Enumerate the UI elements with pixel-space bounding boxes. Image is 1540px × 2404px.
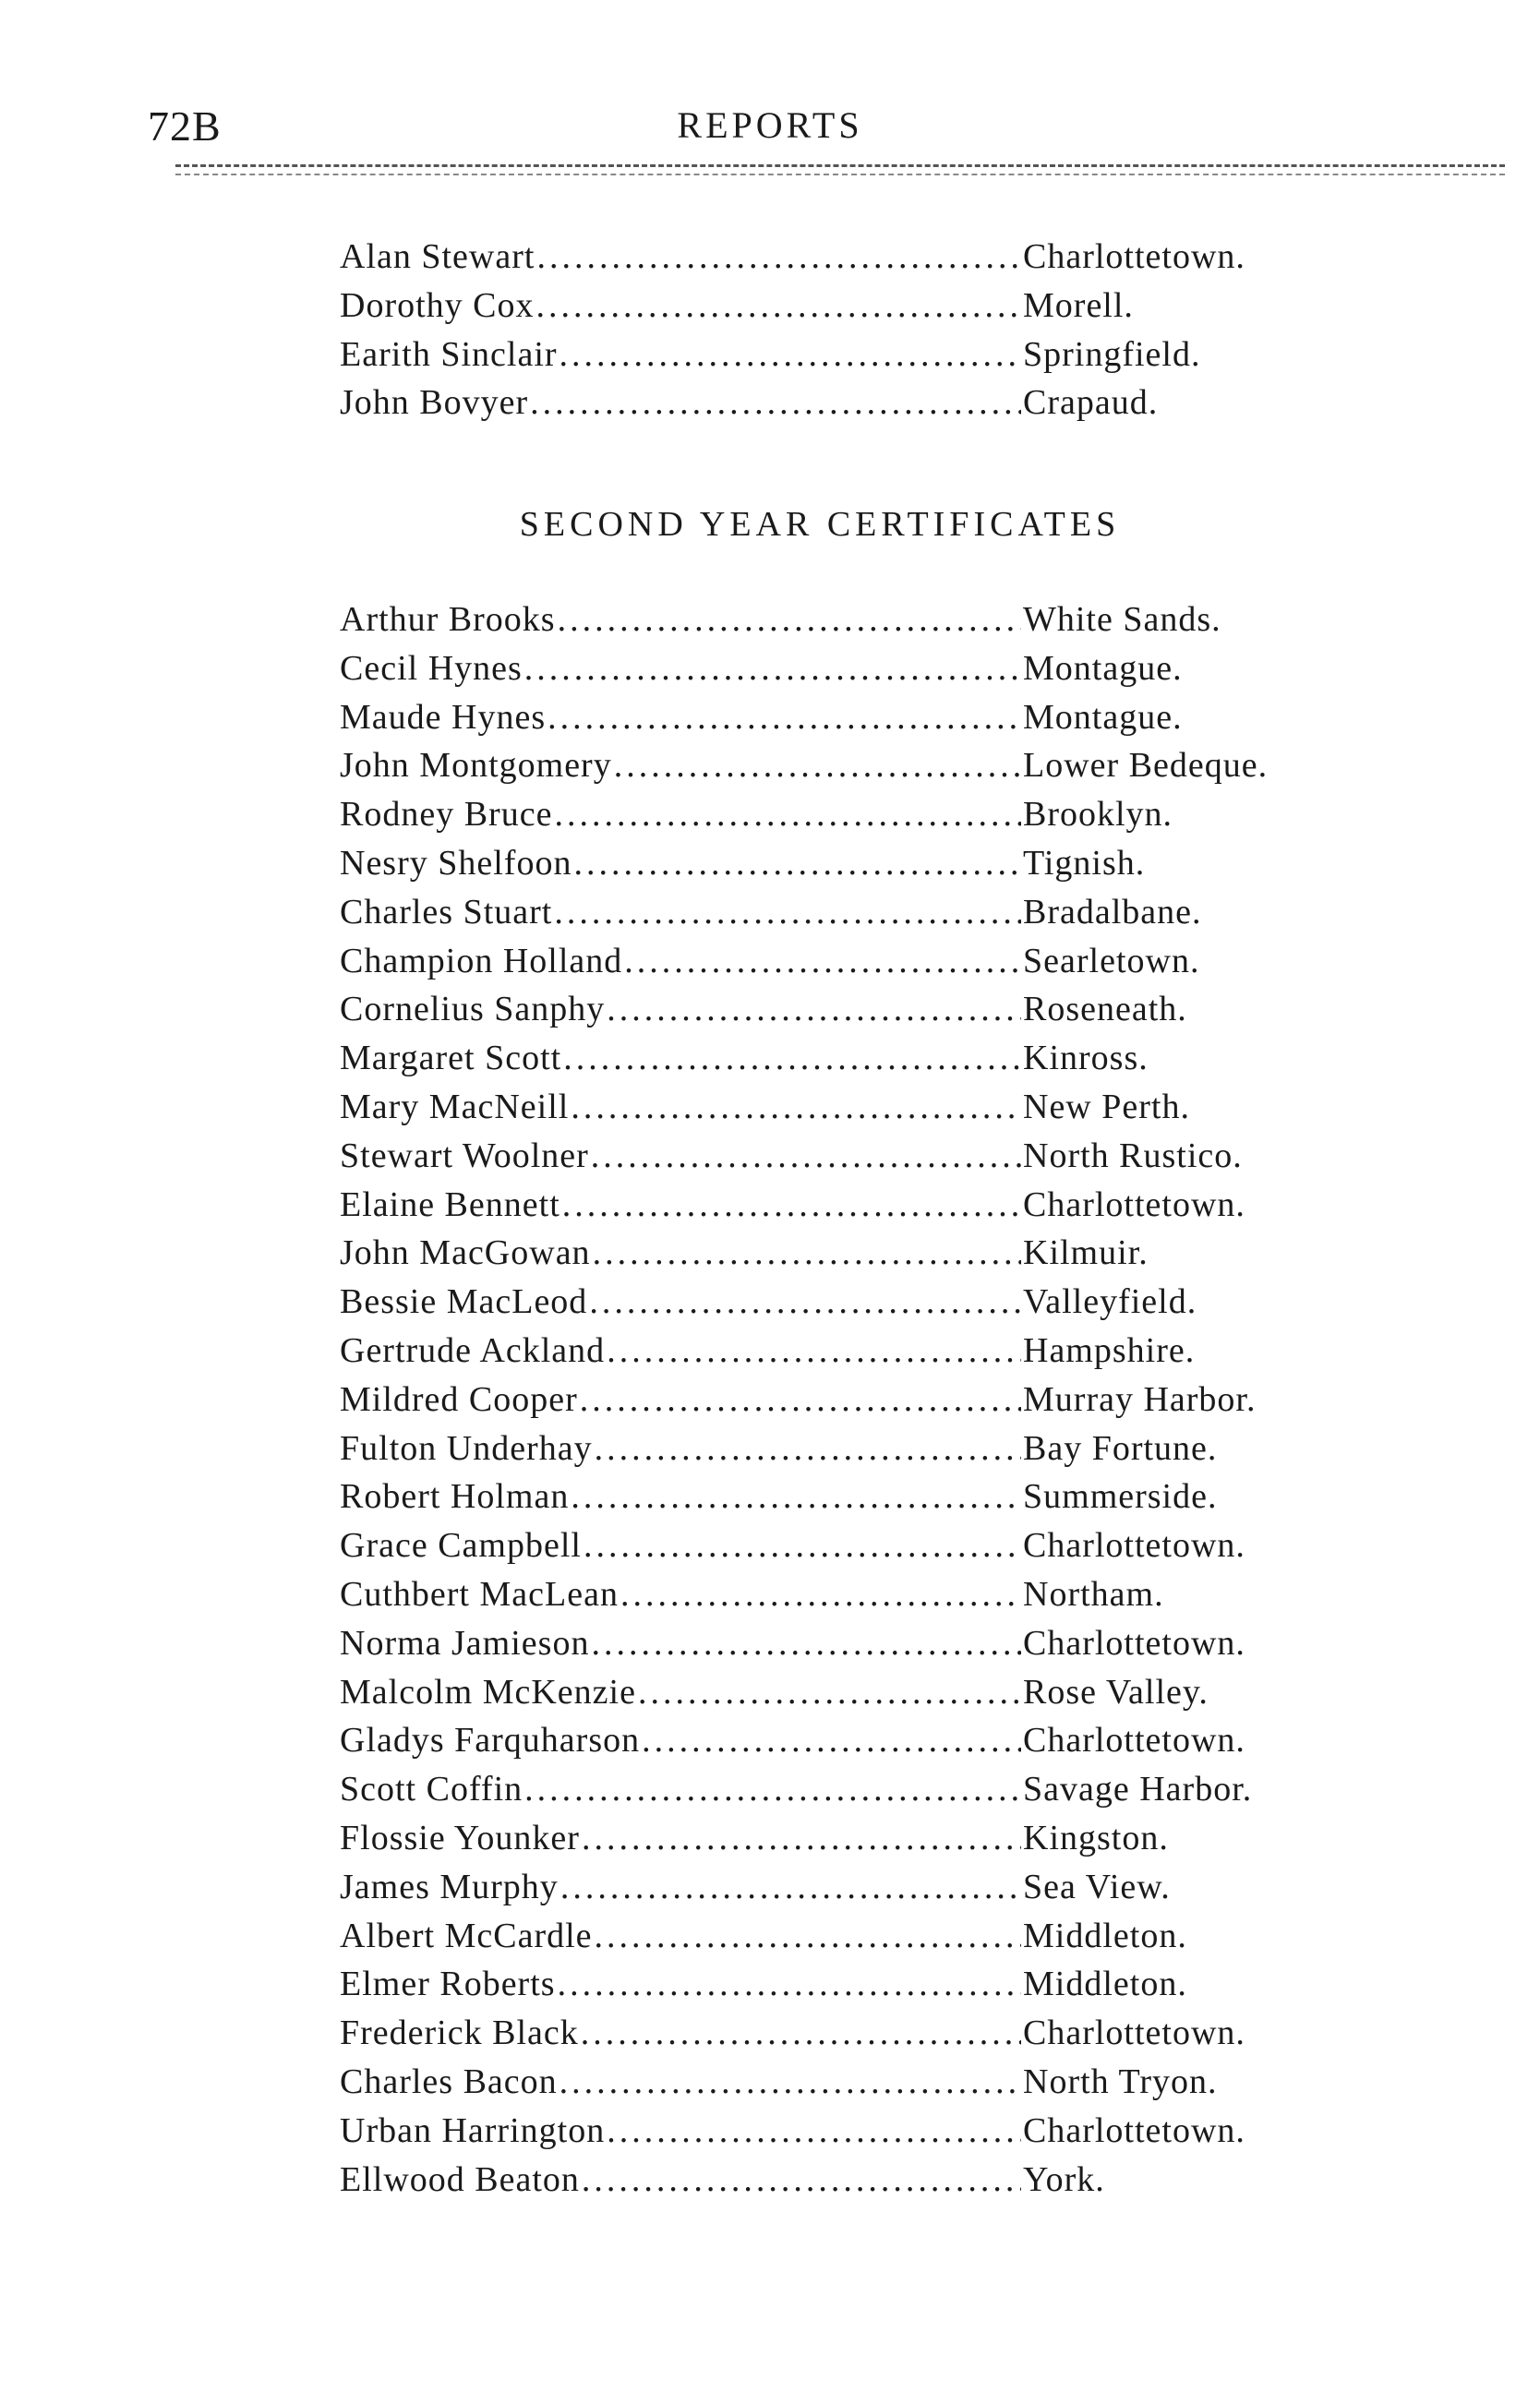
entry-place: Charlottetown. bbox=[1023, 2110, 1245, 2150]
list-item bbox=[340, 1330, 1300, 1379]
list-item bbox=[340, 843, 1300, 892]
entry-place: Hampshire. bbox=[1023, 1330, 1196, 1370]
dot-leader bbox=[559, 2061, 1021, 2102]
running-head: REPORTS bbox=[677, 104, 863, 146]
dot-leader bbox=[581, 2013, 1021, 2053]
dot-leader bbox=[624, 941, 1021, 981]
header-rule-secondary bbox=[175, 174, 1505, 175]
dot-leader bbox=[562, 1184, 1021, 1225]
entry-place: Northam. bbox=[1023, 1574, 1164, 1614]
entry-name: Robert Holman bbox=[340, 1477, 570, 1517]
entry-place: White Sands. bbox=[1023, 600, 1221, 639]
dot-leader bbox=[642, 1720, 1021, 1761]
list-item bbox=[340, 1916, 1300, 1965]
entry-place: Rose Valley. bbox=[1023, 1672, 1209, 1712]
entry-place: Bradalbane. bbox=[1023, 892, 1202, 932]
entry-name: Charles Stuart bbox=[340, 892, 553, 932]
dot-leader bbox=[536, 236, 1021, 277]
dot-leader bbox=[593, 1232, 1021, 1273]
dot-leader bbox=[524, 1769, 1021, 1809]
entry-name: Charles Bacon bbox=[340, 2061, 558, 2101]
entry-place: Bay Fortune. bbox=[1023, 1428, 1218, 1468]
list-item bbox=[340, 989, 1300, 1038]
entry-place: Middleton. bbox=[1023, 1965, 1187, 2004]
entry-place: Brooklyn. bbox=[1023, 795, 1173, 835]
dot-leader bbox=[595, 1916, 1021, 1956]
dot-leader bbox=[591, 1136, 1021, 1176]
list-item bbox=[340, 648, 1300, 697]
entry-name: Frederick Black bbox=[340, 2013, 579, 2053]
dot-leader bbox=[638, 1672, 1021, 1713]
entry-name: Gladys Farquharson bbox=[340, 1721, 641, 1761]
entry-name: Cecil Hynes bbox=[340, 648, 523, 688]
list-item bbox=[340, 1525, 1300, 1574]
entry-name: Champion Holland bbox=[340, 941, 623, 980]
dot-leader bbox=[563, 1038, 1021, 1078]
dot-leader bbox=[614, 745, 1021, 786]
entry-place: Charlottetown. bbox=[1023, 1526, 1245, 1566]
entry-place: New Perth. bbox=[1023, 1087, 1190, 1126]
dot-leader bbox=[530, 382, 1021, 423]
list-item bbox=[340, 697, 1300, 746]
entry-name: Scott Coffin bbox=[340, 1770, 523, 1809]
entry-name: Elaine Bennett bbox=[340, 1184, 560, 1224]
dot-leader bbox=[536, 285, 1022, 326]
entry-place: North Tryon. bbox=[1023, 2061, 1218, 2101]
page-number: 72B bbox=[148, 102, 222, 150]
entry-name: Malcolm McKenzie bbox=[340, 1672, 636, 1712]
entry-name: Albert McCardle bbox=[340, 1916, 593, 1955]
entry-name: Ellwood Beaton bbox=[340, 2159, 580, 2199]
list-item bbox=[340, 1769, 1300, 1818]
dot-leader bbox=[558, 1964, 1021, 2004]
dot-leader bbox=[554, 794, 1021, 835]
section-heading: SECOND YEAR CERTIFICATES bbox=[519, 505, 1121, 544]
entry-place: Valleyfield. bbox=[1023, 1282, 1197, 1322]
entry-name: Flossie Younker bbox=[340, 1818, 580, 1857]
list-item bbox=[340, 1379, 1300, 1428]
entry-name: John MacGowan bbox=[340, 1233, 591, 1273]
entry-name: Margaret Scott bbox=[340, 1039, 562, 1078]
list-item bbox=[340, 1184, 1300, 1233]
entry-name: Rodney Bruce bbox=[340, 795, 553, 835]
entry-name: Mildred Cooper bbox=[340, 1379, 578, 1419]
entry-name: John Bovyer bbox=[340, 383, 529, 423]
list-item bbox=[340, 2061, 1300, 2110]
list-item bbox=[340, 1720, 1300, 1769]
entry-name: Mary MacNeill bbox=[340, 1087, 570, 1126]
entry-name: Nesry Shelfoon bbox=[340, 843, 572, 883]
entry-place: Morell. bbox=[1023, 285, 1134, 325]
list-item bbox=[340, 236, 1300, 285]
entry-place: Savage Harbor. bbox=[1023, 1770, 1253, 1809]
entry-place: Montague. bbox=[1023, 697, 1183, 737]
list-item bbox=[340, 1232, 1300, 1281]
entry-place: Kilmuir. bbox=[1023, 1233, 1149, 1273]
list-item bbox=[340, 2110, 1300, 2159]
list-item bbox=[340, 1136, 1300, 1184]
list-item bbox=[340, 599, 1300, 648]
dot-leader bbox=[607, 989, 1021, 1029]
entry-name: Grace Campbell bbox=[340, 1526, 582, 1566]
entry-place: Searletown. bbox=[1023, 941, 1200, 980]
entry-name: John Montgomery bbox=[340, 746, 612, 786]
list-item bbox=[340, 1818, 1300, 1867]
entry-place: Charlottetown. bbox=[1023, 237, 1245, 276]
entry-place: Middleton. bbox=[1023, 1916, 1187, 1955]
dot-leader bbox=[547, 697, 1021, 738]
entry-place: North Rustico. bbox=[1023, 1136, 1243, 1175]
dot-leader bbox=[571, 1087, 1021, 1127]
dot-leader bbox=[582, 2159, 1021, 2200]
entry-place: York. bbox=[1023, 2159, 1105, 2199]
dot-leader bbox=[554, 892, 1021, 932]
list-item bbox=[340, 1281, 1300, 1330]
list-item bbox=[340, 1476, 1300, 1525]
dot-leader bbox=[560, 1867, 1021, 1907]
entry-place: Charlottetown. bbox=[1023, 1721, 1245, 1761]
entry-name: Bessie MacLeod bbox=[340, 1282, 588, 1322]
second-year-certificate-list bbox=[340, 599, 1300, 2207]
list-item bbox=[340, 1574, 1300, 1623]
list-item bbox=[340, 794, 1300, 843]
list-item bbox=[340, 1038, 1300, 1087]
entry-place: Charlottetown. bbox=[1023, 1184, 1245, 1224]
entry-place: Springfield. bbox=[1023, 334, 1201, 374]
dot-leader bbox=[589, 1281, 1021, 1322]
entry-name: Elmer Roberts bbox=[340, 1965, 556, 2004]
entry-name: Cornelius Sanphy bbox=[340, 990, 606, 1029]
entry-name: Cuthbert MacLean bbox=[340, 1574, 619, 1614]
list-item bbox=[340, 1964, 1300, 2013]
entry-place: Charlottetown. bbox=[1023, 1623, 1245, 1663]
entry-name: Gertrude Ackland bbox=[340, 1330, 606, 1370]
list-item bbox=[340, 1428, 1300, 1477]
header-rule bbox=[175, 164, 1505, 167]
list-item bbox=[340, 334, 1300, 383]
entry-place: Tignish. bbox=[1023, 843, 1146, 883]
entry-place: Charlottetown. bbox=[1023, 2013, 1245, 2053]
entry-name: Norma Jamieson bbox=[340, 1623, 590, 1663]
dot-leader bbox=[573, 843, 1021, 883]
dot-leader bbox=[558, 599, 1021, 640]
dot-leader bbox=[524, 648, 1021, 689]
entry-name: Earith Sinclair bbox=[340, 334, 558, 374]
entry-place: Kinross. bbox=[1023, 1039, 1149, 1078]
dot-leader bbox=[595, 1428, 1021, 1469]
entry-place: Sea View. bbox=[1023, 1867, 1171, 1906]
list-item bbox=[340, 2159, 1300, 2208]
dot-leader bbox=[591, 1623, 1021, 1664]
list-item bbox=[340, 892, 1300, 941]
dot-leader bbox=[580, 1379, 1021, 1420]
dot-leader bbox=[607, 1330, 1021, 1371]
dot-leader bbox=[607, 2110, 1021, 2151]
list-item bbox=[340, 285, 1300, 334]
list-item bbox=[340, 1867, 1300, 1916]
list-item bbox=[340, 382, 1300, 431]
list-item bbox=[340, 941, 1300, 990]
entry-place: Roseneath. bbox=[1023, 990, 1187, 1029]
dot-leader bbox=[582, 1818, 1021, 1858]
entry-place: Kingston. bbox=[1023, 1818, 1169, 1857]
entry-place: Lower Bedeque. bbox=[1023, 746, 1269, 786]
entry-place: Murray Harbor. bbox=[1023, 1379, 1257, 1419]
entry-name: James Murphy bbox=[340, 1867, 559, 1906]
entry-place: Montague. bbox=[1023, 648, 1183, 688]
list-item bbox=[340, 1623, 1300, 1672]
entry-name: Alan Stewart bbox=[340, 237, 535, 276]
entry-name: Dorothy Cox bbox=[340, 285, 535, 325]
entry-name: Fulton Underhay bbox=[340, 1428, 593, 1468]
entry-place: Crapaud. bbox=[1023, 383, 1159, 423]
list-item bbox=[340, 1087, 1300, 1136]
list-item bbox=[340, 2013, 1300, 2061]
dot-leader bbox=[559, 334, 1021, 375]
entry-place: Summerside. bbox=[1023, 1477, 1218, 1517]
entry-name: Arthur Brooks bbox=[340, 600, 556, 639]
dot-leader bbox=[584, 1525, 1021, 1566]
list-item bbox=[340, 1672, 1300, 1721]
dot-leader bbox=[620, 1574, 1021, 1615]
list-item bbox=[340, 745, 1300, 794]
first-certificate-list bbox=[340, 236, 1300, 431]
entry-name: Stewart Woolner bbox=[340, 1136, 589, 1175]
entry-name: Urban Harrington bbox=[340, 2110, 606, 2150]
dot-leader bbox=[571, 1476, 1021, 1517]
entry-name: Maude Hynes bbox=[340, 697, 547, 737]
